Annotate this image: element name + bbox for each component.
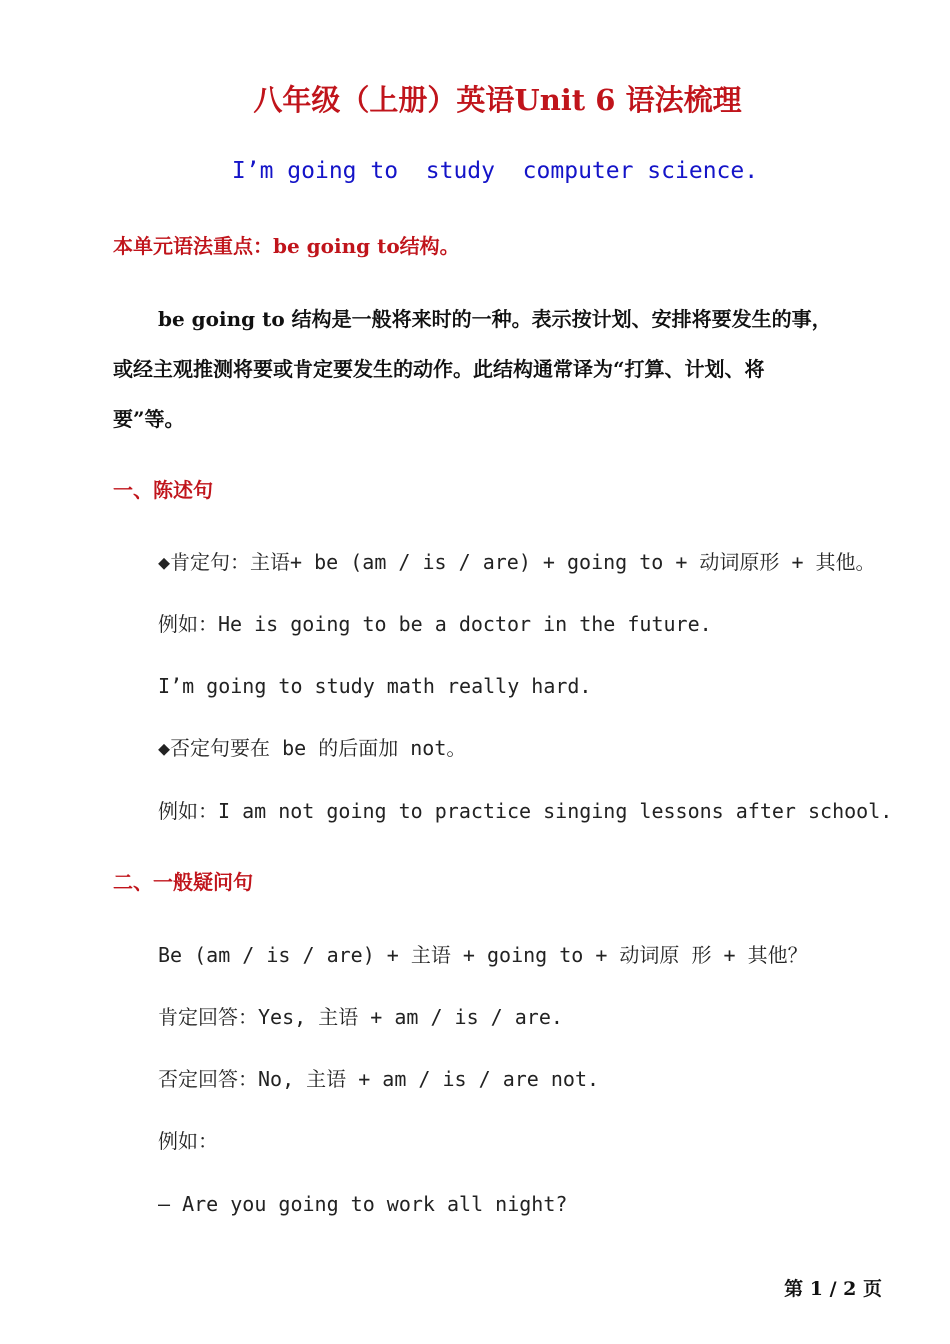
example-line: — Are you going to work all night? bbox=[158, 1192, 568, 1216]
page-number: 第 1 / 2 页 bbox=[784, 1278, 882, 1300]
negative-rule: ◆否定句要在 be 的后面加 not。 bbox=[158, 736, 467, 760]
example-label: 例如： bbox=[158, 1129, 218, 1153]
page-title: 八年级（上册）英语Unit 6 语法梳理 bbox=[253, 83, 742, 117]
page-subtitle: I’m going to study computer science. bbox=[231, 158, 759, 184]
intro-line-3: 要”等。 bbox=[113, 407, 185, 431]
intro-line-2: 或经主观推测将要或肯定要发生的动作。此结构通常译为“打算、计划、将 bbox=[113, 357, 765, 381]
example-line: I’m going to study math really hard. bbox=[158, 674, 592, 698]
affirmative-rule: ◆肯定句：主语+ be (am / is / are) + going to + 动词原形 + 其他。 bbox=[158, 550, 876, 574]
negative-answer-rule: 否定回答：No, 主语 + am / is / are not. bbox=[158, 1067, 600, 1091]
intro-line-1: be going to 结构是一般将来时的一种。表示按计划、安排将要发生的事， bbox=[158, 307, 832, 331]
question-rule: Be (am / is / are) + 主语 + going to + 动词原 形 + 其他？ bbox=[158, 943, 808, 967]
section-heading-statement: 一、陈述句 bbox=[113, 478, 213, 502]
example-line: 例如：He is going to be a doctor in the future. bbox=[158, 612, 712, 636]
section-heading-question: 二、一般疑问句 bbox=[113, 870, 253, 894]
positive-answer-rule: 肯定回答：Yes, 主语 + am / is / are. bbox=[158, 1005, 563, 1029]
example-line: 例如：I am not going to practice singing lessons after school. bbox=[158, 799, 893, 823]
focus-heading: 本单元语法重点：be going to结构。 bbox=[113, 234, 460, 258]
